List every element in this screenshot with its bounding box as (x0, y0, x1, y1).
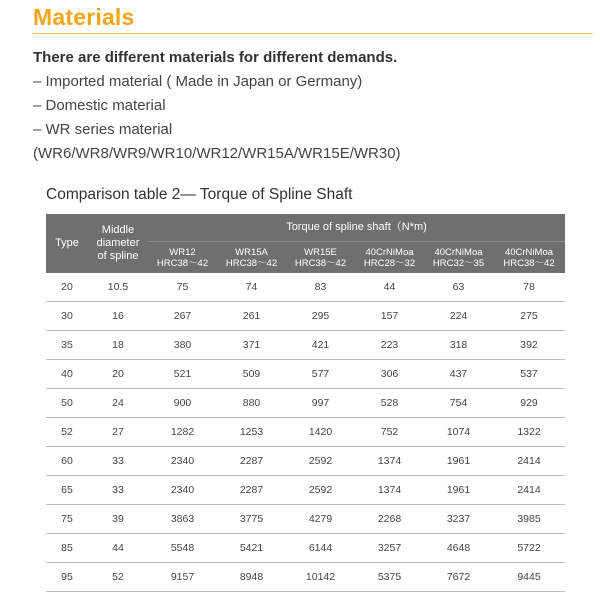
diameter-cell: 52 (88, 563, 148, 592)
torque-cell: 1253 (217, 418, 286, 447)
torque-cell: 380 (148, 331, 217, 360)
header-middle-diameter-line: Middle (101, 224, 135, 236)
torque-cell: 1074 (424, 418, 493, 447)
torque-cell: 997 (286, 389, 355, 418)
heading-divider (33, 33, 593, 34)
torque-cell: 44 (355, 273, 424, 302)
material-list-item: – Imported material ( Made in Japan or Germany) (33, 73, 363, 90)
torque-cell: 295 (286, 302, 355, 331)
table-row (46, 563, 565, 592)
material-name: WR15A (235, 246, 268, 258)
torque-cell: 2268 (355, 505, 424, 534)
type-cell: 95 (46, 563, 88, 592)
type-cell: 40 (46, 360, 88, 389)
diameter-cell: 20 (88, 360, 148, 389)
material-name: 40CrNiMoa (434, 246, 483, 258)
torque-cell: 5548 (148, 534, 217, 563)
torque-cell: 2287 (217, 476, 286, 505)
torque-cell: 2414 (493, 476, 565, 505)
diameter-cell: 44 (88, 534, 148, 563)
type-cell: 52 (46, 418, 88, 447)
table-row (46, 418, 565, 447)
torque-cell: 2414 (493, 447, 565, 476)
material-name: 40CrNiMoa (365, 246, 414, 258)
material-list (33, 70, 401, 166)
torque-cell: 5722 (493, 534, 565, 563)
diameter-cell: 10.5 (88, 273, 148, 302)
torque-cell: 577 (286, 360, 355, 389)
torque-cell: 929 (493, 389, 565, 418)
torque-cell: 5375 (355, 563, 424, 592)
header-material (424, 242, 493, 274)
torque-cell: 752 (355, 418, 424, 447)
lead-text: There are different materials for different demands. (33, 49, 398, 66)
torque-cell: 2340 (148, 476, 217, 505)
table-row (46, 476, 565, 505)
header-material (217, 242, 286, 274)
torque-cell: 1374 (355, 447, 424, 476)
header-material (493, 242, 565, 274)
torque-cell: 4648 (424, 534, 493, 563)
table-row (46, 389, 565, 418)
material-hardness: HRC38～42 (503, 257, 555, 269)
type-cell: 60 (46, 447, 88, 476)
torque-cell: 10142 (286, 563, 355, 592)
table-row (46, 360, 565, 389)
diameter-cell: 18 (88, 331, 148, 360)
torque-cell: 74 (217, 273, 286, 302)
torque-cell: 371 (217, 331, 286, 360)
torque-cell: 3237 (424, 505, 493, 534)
torque-cell: 900 (148, 389, 217, 418)
torque-cell: 157 (355, 302, 424, 331)
table-row (46, 331, 565, 360)
type-cell: 20 (46, 273, 88, 302)
torque-cell: 7672 (424, 563, 493, 592)
table-row (46, 505, 565, 534)
type-cell: 50 (46, 389, 88, 418)
torque-cell: 8948 (217, 563, 286, 592)
diameter-cell: 27 (88, 418, 148, 447)
material-hardness: HRC38～42 (156, 257, 209, 269)
torque-cell: 275 (493, 302, 565, 331)
torque-cell: 2592 (286, 476, 355, 505)
torque-cell: 3775 (217, 505, 286, 534)
table-row (46, 534, 565, 563)
torque-cell: 537 (493, 360, 565, 389)
type-cell: 35 (46, 331, 88, 360)
torque-cell: 75 (148, 273, 217, 302)
header-material (355, 242, 424, 274)
material-hardness: HRC32～35 (432, 257, 485, 269)
torque-cell: 521 (148, 360, 217, 389)
diameter-cell: 33 (88, 476, 148, 505)
torque-cell: 437 (424, 360, 493, 389)
header-torque: Torque of spline shaft（N*m) (148, 214, 565, 242)
type-cell: 65 (46, 476, 88, 505)
material-list-item: – WR series material (33, 121, 173, 138)
type-cell: 75 (46, 505, 88, 534)
torque-cell: 267 (148, 302, 217, 331)
table-row (46, 302, 565, 331)
torque-cell: 5421 (217, 534, 286, 563)
torque-cell: 306 (355, 360, 424, 389)
material-hardness: HRC38～42 (294, 257, 347, 269)
torque-cell: 2340 (148, 447, 217, 476)
header-middle-diameter-line: of spline (97, 250, 139, 262)
table-row (46, 447, 565, 476)
diameter-cell: 33 (88, 447, 148, 476)
type-cell: 30 (46, 302, 88, 331)
torque-cell: 9445 (493, 563, 565, 592)
torque-cell: 1961 (424, 447, 493, 476)
torque-cell: 1961 (424, 476, 493, 505)
page-heading: Materials (33, 4, 135, 30)
torque-cell: 63 (424, 273, 493, 302)
material-hardness: HRC38～42 (225, 257, 278, 269)
torque-cell: 223 (355, 331, 424, 360)
header-middle-diameter (88, 214, 148, 273)
material-name: 40CrNiMoa (504, 246, 554, 258)
diameter-cell: 39 (88, 505, 148, 534)
torque-cell: 1420 (286, 418, 355, 447)
material-name: WR15E (304, 246, 337, 258)
header-material (286, 242, 355, 274)
diameter-cell: 24 (88, 389, 148, 418)
torque-cell: 1282 (148, 418, 217, 447)
torque-cell: 224 (424, 302, 493, 331)
header-type: Type (46, 214, 88, 273)
torque-cell: 3985 (493, 505, 565, 534)
torque-cell: 83 (286, 273, 355, 302)
table-title: Comparison table 2— Torque of Spline Shaft (46, 186, 353, 203)
torque-cell: 2592 (286, 447, 355, 476)
torque-cell: 2287 (217, 447, 286, 476)
material-name: WR12 (169, 246, 196, 258)
table-row (46, 273, 565, 302)
torque-cell: 318 (424, 331, 493, 360)
torque-cell: 528 (355, 389, 424, 418)
torque-cell: 509 (217, 360, 286, 389)
header-material (148, 242, 217, 274)
torque-table (46, 214, 565, 592)
type-cell: 85 (46, 534, 88, 563)
torque-cell: 3257 (355, 534, 424, 563)
material-list-item: – Domestic material (33, 97, 166, 114)
torque-cell: 421 (286, 331, 355, 360)
torque-cell: 1374 (355, 476, 424, 505)
material-hardness: HRC28～32 (363, 257, 416, 269)
header-middle-diameter-line: diameter (96, 237, 140, 249)
material-list-item: (WR6/WR8/WR9/WR10/WR12/WR15A/WR15E/WR30) (33, 145, 401, 162)
torque-cell: 9157 (148, 563, 217, 592)
torque-cell: 261 (217, 302, 286, 331)
torque-cell: 1322 (493, 418, 565, 447)
torque-cell: 6144 (286, 534, 355, 563)
torque-cell: 4279 (286, 505, 355, 534)
torque-cell: 880 (217, 389, 286, 418)
torque-cell: 754 (424, 389, 493, 418)
torque-cell: 392 (493, 331, 565, 360)
torque-cell: 78 (493, 273, 565, 302)
torque-cell: 3863 (148, 505, 217, 534)
diameter-cell: 16 (88, 302, 148, 331)
